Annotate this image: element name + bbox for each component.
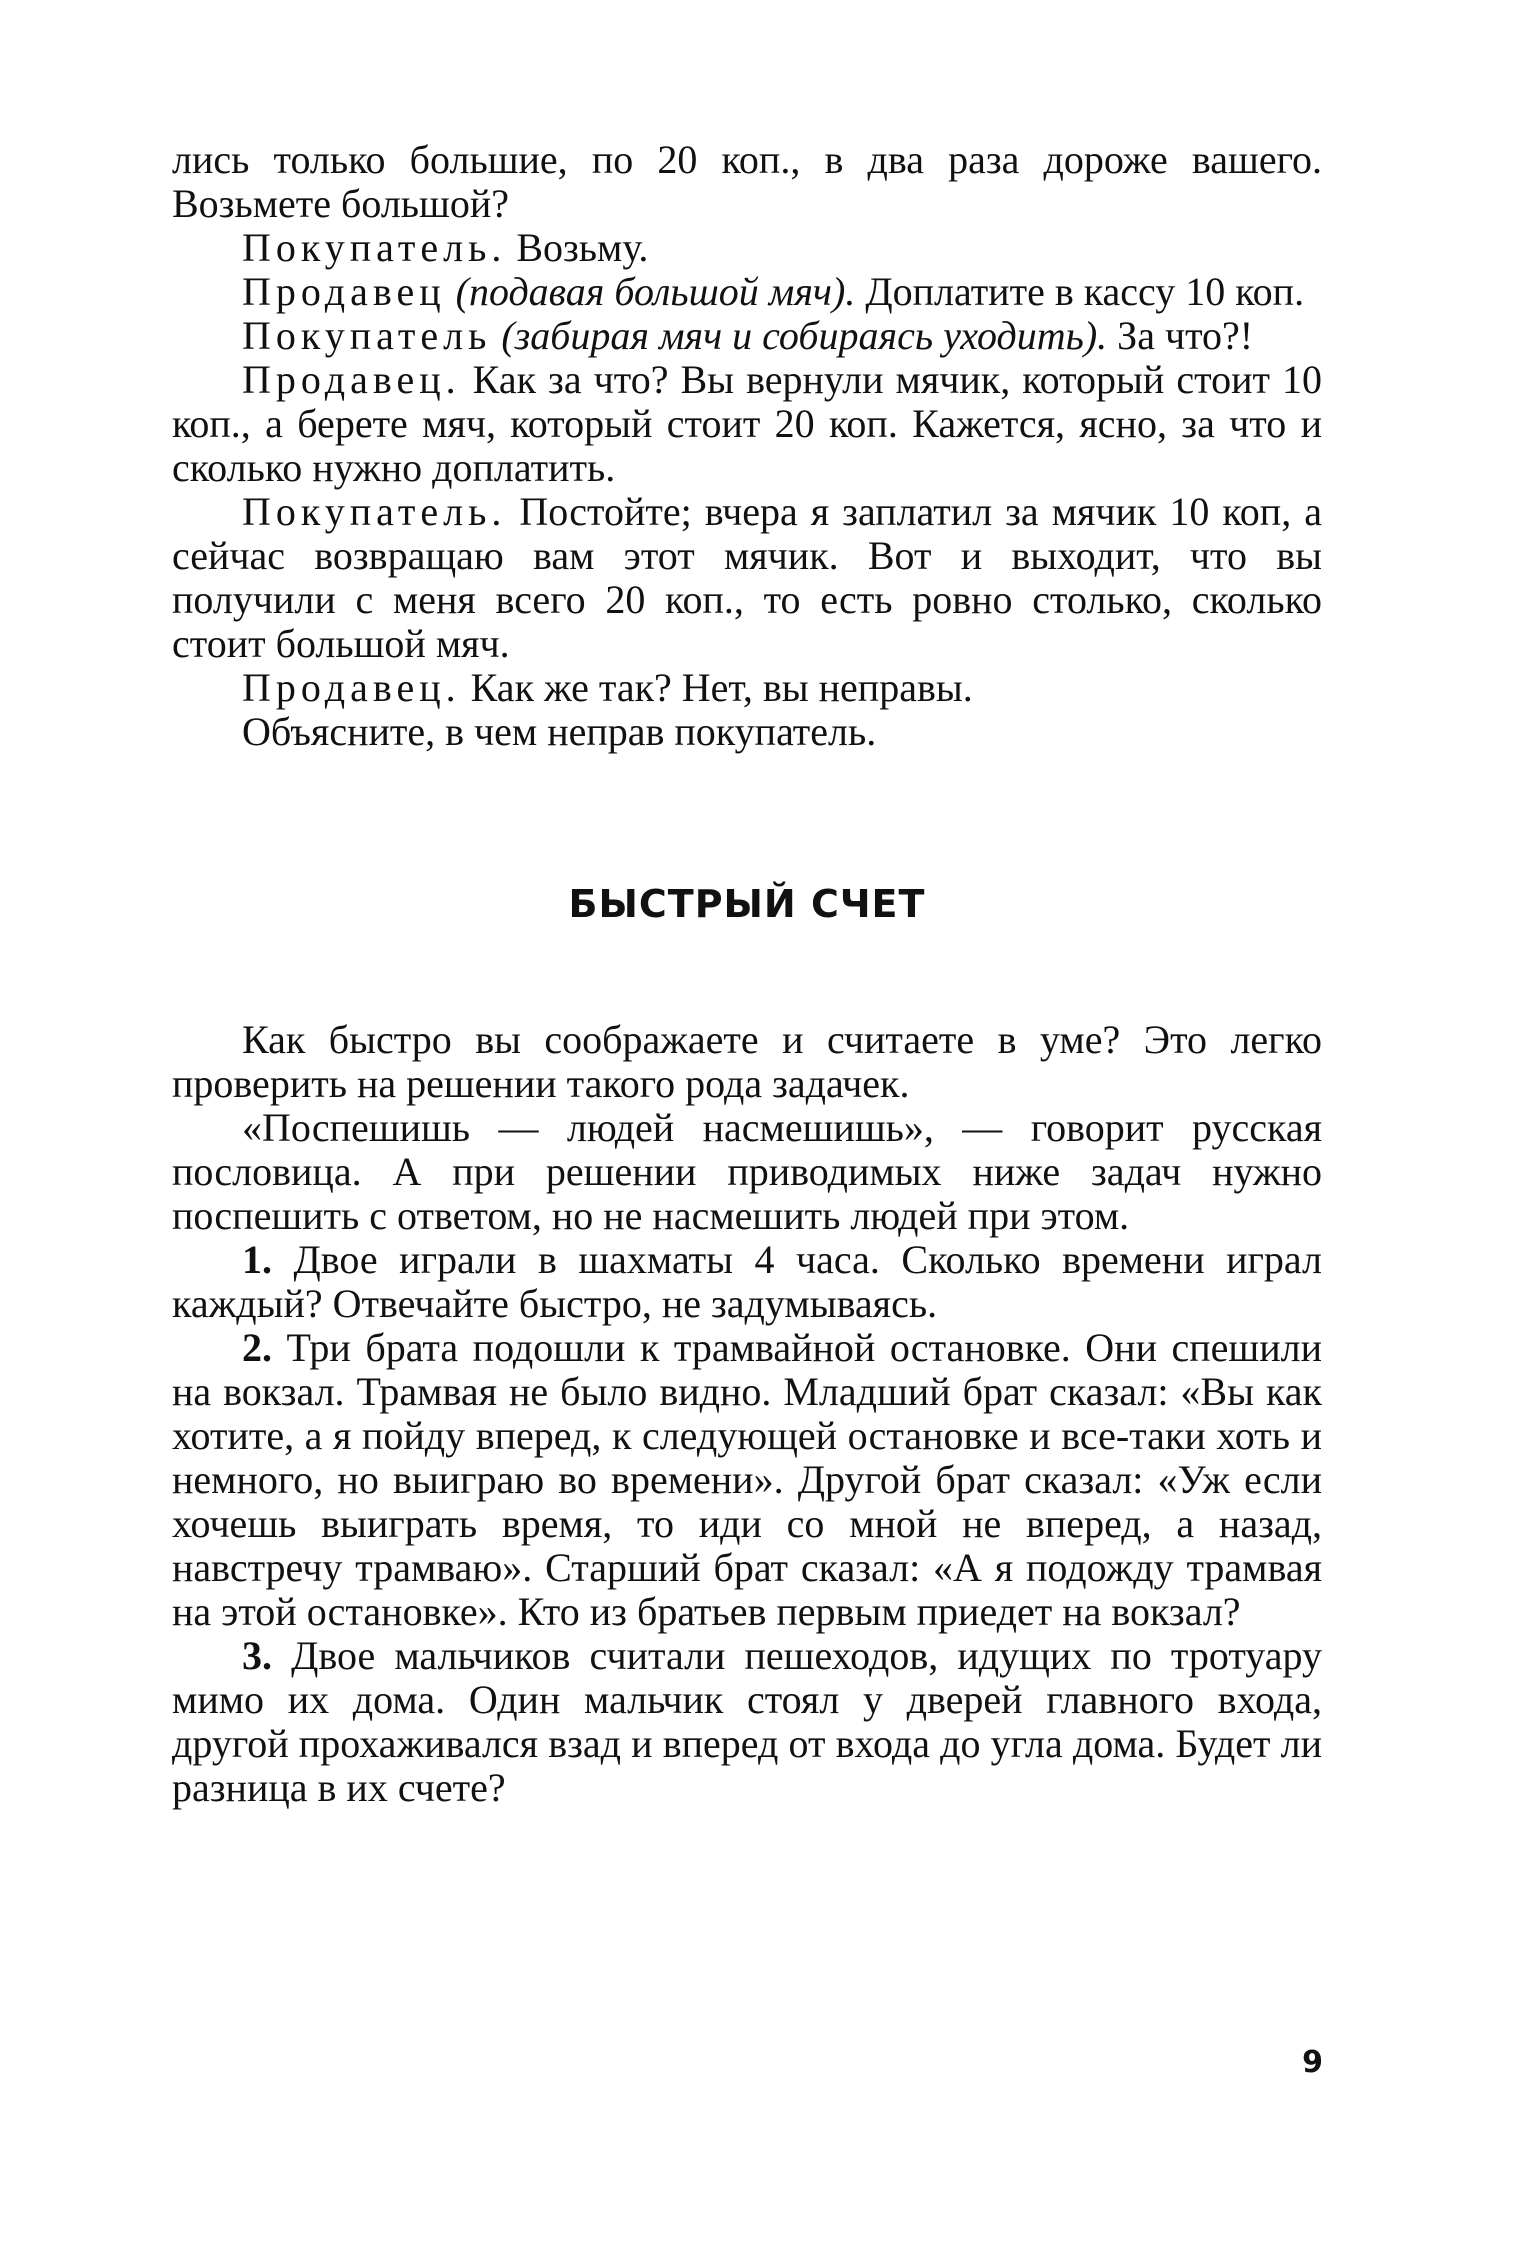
page-body — [172, 138, 1322, 1810]
problem-item — [172, 1238, 1322, 1326]
line-text: За что?! — [1107, 313, 1254, 358]
intro-paragraph — [172, 1106, 1322, 1238]
dialogue-line — [172, 358, 1322, 490]
stage-direction: (подавая большой мяч). — [455, 269, 856, 314]
quick-count-section — [172, 1018, 1322, 1810]
page-number: 9 — [1302, 2045, 1323, 2080]
line-text: Постойте; вчера я заплатил за мячик 10 коп, а сейчас возвращаю вам этот мячик. Вот и выходит, что вы получили с меня всего 20 коп., то есть ровно столько, сколько стоит большой мяч. — [172, 489, 1322, 666]
paragraph-text: Объясните, в чем неправ покупатель. — [242, 709, 877, 754]
speaker-name: Продавец. — [242, 357, 461, 402]
speaker-name: Продавец — [242, 269, 446, 314]
paragraph-text: лись только большие, по 20 коп., в два раза дороже вашего. Возьмете большой? — [172, 137, 1322, 226]
problem-text: Двое мальчиков считали пешеходов, идущих по тротуару мимо их дома. Один мальчик стоял у дверей главного входа, другой прохаживался взад и вперед от входа до угла дома. Будет ли разница в их счете? — [172, 1633, 1322, 1810]
dialogue-question — [172, 710, 1322, 754]
dialogue-paragraph — [172, 138, 1322, 226]
dialogue-line — [172, 270, 1322, 314]
problem-item — [172, 1326, 1322, 1634]
line-text: Возьму. — [506, 225, 649, 270]
section-heading-wrap — [172, 882, 1322, 926]
dialogue-line — [172, 490, 1322, 666]
dialogue-section — [172, 138, 1322, 754]
line-text: Доплатите в кассу 10 коп. — [855, 269, 1305, 314]
speaker-name: Покупатель. — [242, 489, 507, 534]
problem-text: Три брата подошли к трамвайной остановке. Они спешили на вокзал. Трамвая не было видно. Младший брат сказал: «Вы как хотите, а я пойду вперед, к следующей остановке и все-таки хоть и немного, но выиграю во времени». Другой брат сказал: «Уж если хочешь выиграть время, то иди со мной не вперед, а назад, навстречу трамваю». Старший брат сказал: «А я подожду трамвая на этой остановке». Кто из братьев первым приедет на вокзал? — [172, 1325, 1322, 1634]
line-text: Как за что? Вы вернули мячик, который стоит 10 коп., а берете мяч, который стоит 20 коп. Кажется, ясно, за что и сколько нужно доплатить. — [172, 357, 1322, 490]
dialogue-line — [172, 314, 1322, 358]
problem-number: 2. — [242, 1325, 272, 1370]
speaker-name: Продавец. — [242, 665, 461, 710]
line-text: Как же так? Нет, вы неправы. — [460, 665, 973, 710]
paragraph-text: «Поспешишь — людей насмешишь», — говорит русская пословица. А при решении приводимых ниже задач нужно поспешить с ответом, но не насмешить людей при этом. — [172, 1105, 1322, 1238]
dialogue-line — [172, 666, 1322, 710]
dialogue-line — [172, 226, 1322, 270]
problem-number: 1. — [242, 1237, 272, 1282]
problem-text: Двое играли в шахматы 4 часа. Сколько времени играл каждый? Отвечайте быстро, не задумываясь. — [172, 1237, 1322, 1326]
stage-direction: (забирая мяч и собираясь уходить). — [501, 313, 1108, 358]
problem-item — [172, 1634, 1322, 1810]
problem-number: 3. — [242, 1633, 272, 1678]
intro-paragraph — [172, 1018, 1322, 1106]
speaker-name: Покупатель. — [242, 225, 507, 270]
paragraph-text: Как быстро вы соображаете и считаете в уме? Это легко проверить на решении такого рода задачек. — [172, 1017, 1322, 1106]
speaker-name: Покупатель — [242, 313, 492, 358]
section-title: БЫСТРЫЙ СЧЕТ — [568, 882, 926, 926]
